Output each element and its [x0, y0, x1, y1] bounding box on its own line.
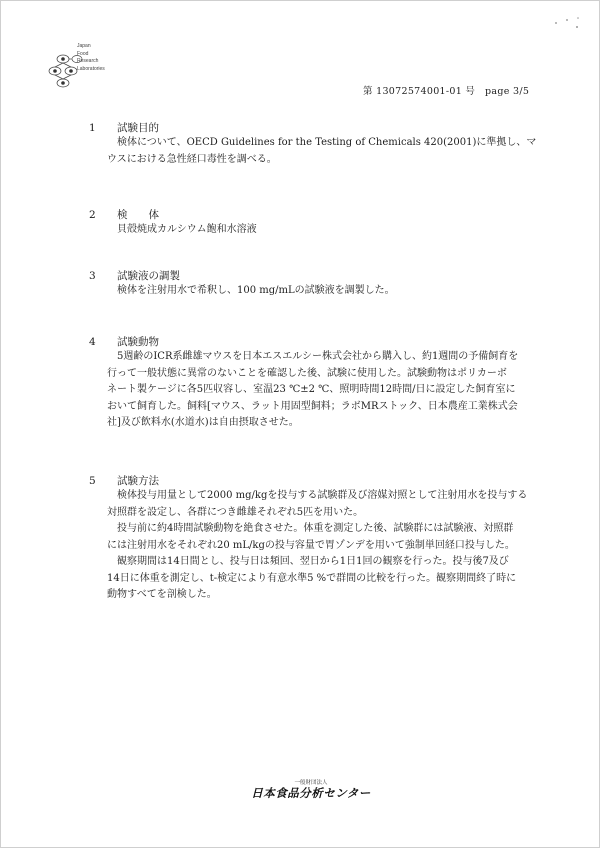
section-body	[107, 135, 539, 168]
section-number: 3	[89, 270, 96, 282]
section-number: 4	[89, 336, 96, 348]
section-heading	[89, 269, 539, 283]
section-heading	[89, 208, 539, 222]
section-title: 試験方法	[117, 475, 159, 487]
logo-text	[77, 43, 137, 73]
section-number: 5	[89, 475, 96, 487]
section-purpose	[89, 121, 539, 168]
text-line: 貝殻焼成カルシウム飽和水溶液	[117, 224, 257, 235]
text-line: 5週齢のICR系雌雄マウスを日本エスエルシー株式会社から購入し、約1週間の予備飼育を	[117, 351, 519, 362]
text-line: 検体投与用量として2000 mg/kgを投与する試験群及び溶媒対照として注射用水を投与する	[117, 490, 528, 501]
section-title: 検 体	[117, 209, 159, 221]
section-preparation	[89, 269, 539, 300]
text-line: 検体を注射用水で希釈し、100 mg/mLの試験液を調製した。	[117, 285, 395, 296]
section-heading	[89, 335, 539, 349]
text-line: 社]及び飲料水(水道水)は自由摂取させた。	[107, 417, 299, 428]
text-line: 行って一般状態に異常のないことを確認した後、試験に使用した。試験動物はポリカーボ	[107, 367, 507, 379]
logo-line: Food	[77, 50, 89, 57]
text-line: 投与前に約4時間試験動物を絶食させた。体重を測定した後、試験群には試験液、対照群	[117, 523, 514, 534]
logo-line: Laboratories	[77, 65, 105, 72]
text-line: 観察期間は14日間とし、投与日は頻回、翌日から1日1回の観察を行った。投与後7及び	[117, 556, 509, 567]
section-number: 2	[89, 209, 96, 221]
text-line: 検体について、OECD Guidelines for the Testing of Chemicals 420(2001)に準拠し、マ	[117, 137, 537, 148]
text-line: 動物すべてを剖検した。	[107, 589, 217, 600]
footer-org-name: 日本食品分析センター	[251, 788, 371, 800]
section-title: 試験動物	[117, 336, 159, 348]
text-line: ネート製ケージに各5匹収容し、室温23 ℃±2 ℃、照明時間12時間/日に設定した飼育室に	[107, 384, 516, 395]
section-body	[107, 488, 539, 604]
section-body	[107, 283, 539, 300]
text-line: ウスにおける急性経口毒性を調べる。	[107, 153, 277, 165]
text-line: には注射用水をそれぞれ20 mL/kgの投与容量で胃ゾンデを用いて強制単回経口投与した。	[107, 539, 515, 551]
logo-line: Japan	[77, 43, 91, 49]
section-heading	[89, 121, 539, 135]
section-title: 試験目的	[117, 122, 159, 134]
text-line: 14日に体重を測定し、t-検定により有意水準5 %で群間の比較を行った。観察期間終了時に	[107, 572, 517, 584]
section-body	[107, 349, 539, 432]
text-line: 対照群を設定し、各群につき雌雄それぞれ5匹を用いた。	[107, 506, 364, 518]
logo-line: Research	[77, 58, 99, 64]
section-heading	[89, 474, 539, 488]
text-line: おいて飼育した。飼料[マウス、ラット用固型飼料；ラボMRストック、日本農産工業株式会	[107, 400, 518, 412]
section-number: 1	[89, 122, 96, 134]
section-test-animals	[89, 335, 539, 432]
footer-organization	[251, 779, 371, 801]
document-number: 第 13072574001-01 号 page 3/5	[363, 86, 530, 97]
scan-marks	[553, 15, 581, 31]
section-body	[107, 222, 539, 239]
section-test-substance	[89, 208, 539, 239]
section-test-method	[89, 474, 539, 604]
section-title: 試験液の調製	[117, 270, 180, 282]
footer-org-type: 一般財団法人	[294, 780, 328, 786]
